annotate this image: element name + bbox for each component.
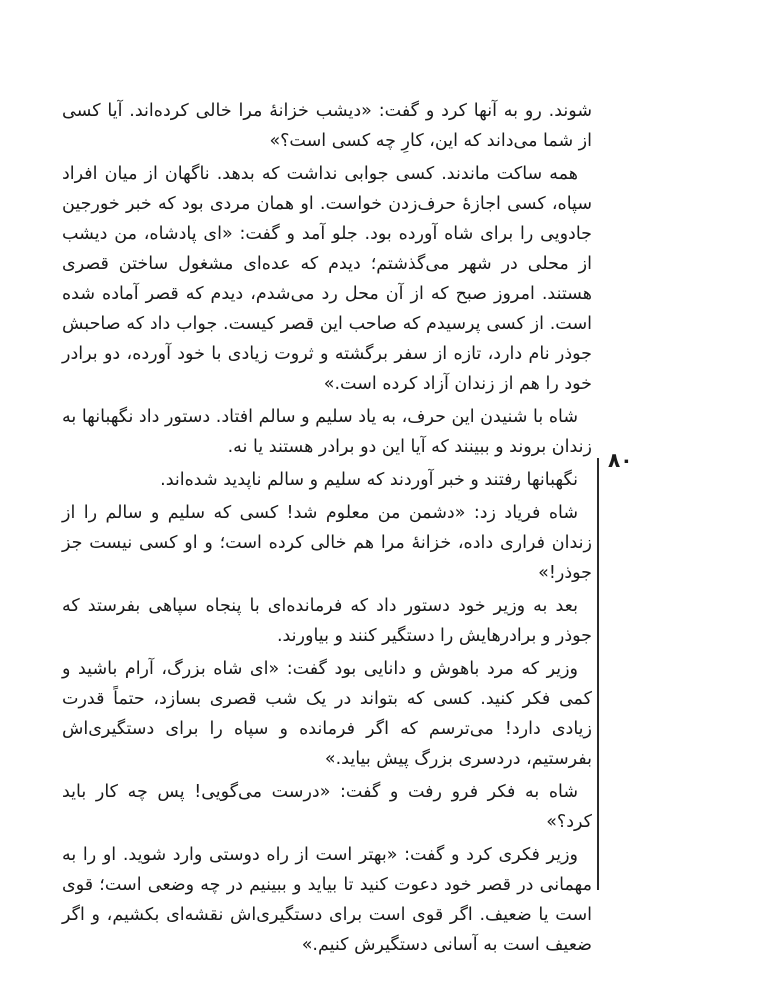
paragraph-1: شوند. رو به آنها کرد و گفت: «دیشب خزانهٔ مرا خالی کرده‌اند. آیا کسی از شما می‌داند که این، کارِ چه کسی است؟»: [62, 101, 592, 151]
paragraph-5: شاه فریاد زد: «دشمن من معلوم شد! کسی که سلیم و سالم را از زندان فراری داده، خزانهٔ مرا هم خالی کرده است؛ و او کسی نیست جز جوذر!»: [62, 503, 592, 583]
paragraph-4: نگهبانها رفتند و خبر آوردند که سلیم و سالم ناپدید شده‌اند.: [160, 470, 578, 490]
paragraph-2: همه ساکت ماندند. کسی جوابی نداشت که بدهد. ناگهان از میان افراد سپاه، کسی اجازهٔ حرف‌زدن خواست. او همان مردی بود که خبر خورجین جادویی را برای شاه آورده بود. جلو آمد و گفت: «ای پادشاه، من دیشب از محلی در شهر می‌گذشتم؛ دیدم که عده‌ای مشغول ساختن قصری هستند. امروز صبح که از آن محل رد می‌شدم، دیدم که قصر آماده شده است. از کسی پرسیدم که صاحب این قصر کیست. جواب داد که صاحبش جوذر نام دارد، تازه از سفر برگشته و ثروت زیادی با خود آورده، دو برادر خود را هم از زندان آزاد کرده است.»: [62, 164, 592, 394]
paragraph-3: شاه با شنیدن این حرف، به یاد سلیم و سالم افتاد. دستور داد نگهبانها به زندان بروند و ببینند که آیا این دو برادر هستند یا نه.: [62, 407, 592, 457]
margin-rule: [597, 458, 599, 890]
paragraph-8: شاه به فکر فرو رفت و گفت: «درست می‌گویی! پس چه کار باید کرد؟»: [62, 782, 592, 832]
paragraph-7: وزیر که مرد باهوش و دانایی بود گفت: «ای شاه بزرگ، آرام باشید و کمی فکر کنید. کسی که بتواند در یک شب قصری بسازد، حتماً قدرت زیادی دارد! می‌ترسم که اگر فرمانده و سپاه را برای دستگیری‌اش بفرستیم، دردسری بزرگ پیش بیاید.»: [62, 659, 592, 769]
paragraph-6: بعد به وزیر خود دستور داد که فرمانده‌ای با پنجاه سپاهی بفرستد که جوذر و برادرهایش را دستگیر کنند و بیاورند.: [62, 596, 592, 646]
page-number: ۸۰: [608, 448, 633, 472]
paragraph-9: وزیر فکری کرد و گفت: «بهتر است از راه دوستی وارد شوید. او را به مهمانی در قصر خود دعوت کنید تا بیاید و ببینیم در چه وضعی است؛ قوی است یا ضعیف. اگر قوی است برای دستگیری‌اش نقشه‌ای بکشیم، و اگر ضعیف است به آسانی دستگیرش کنیم.»: [62, 845, 592, 955]
body-text: [62, 96, 592, 963]
